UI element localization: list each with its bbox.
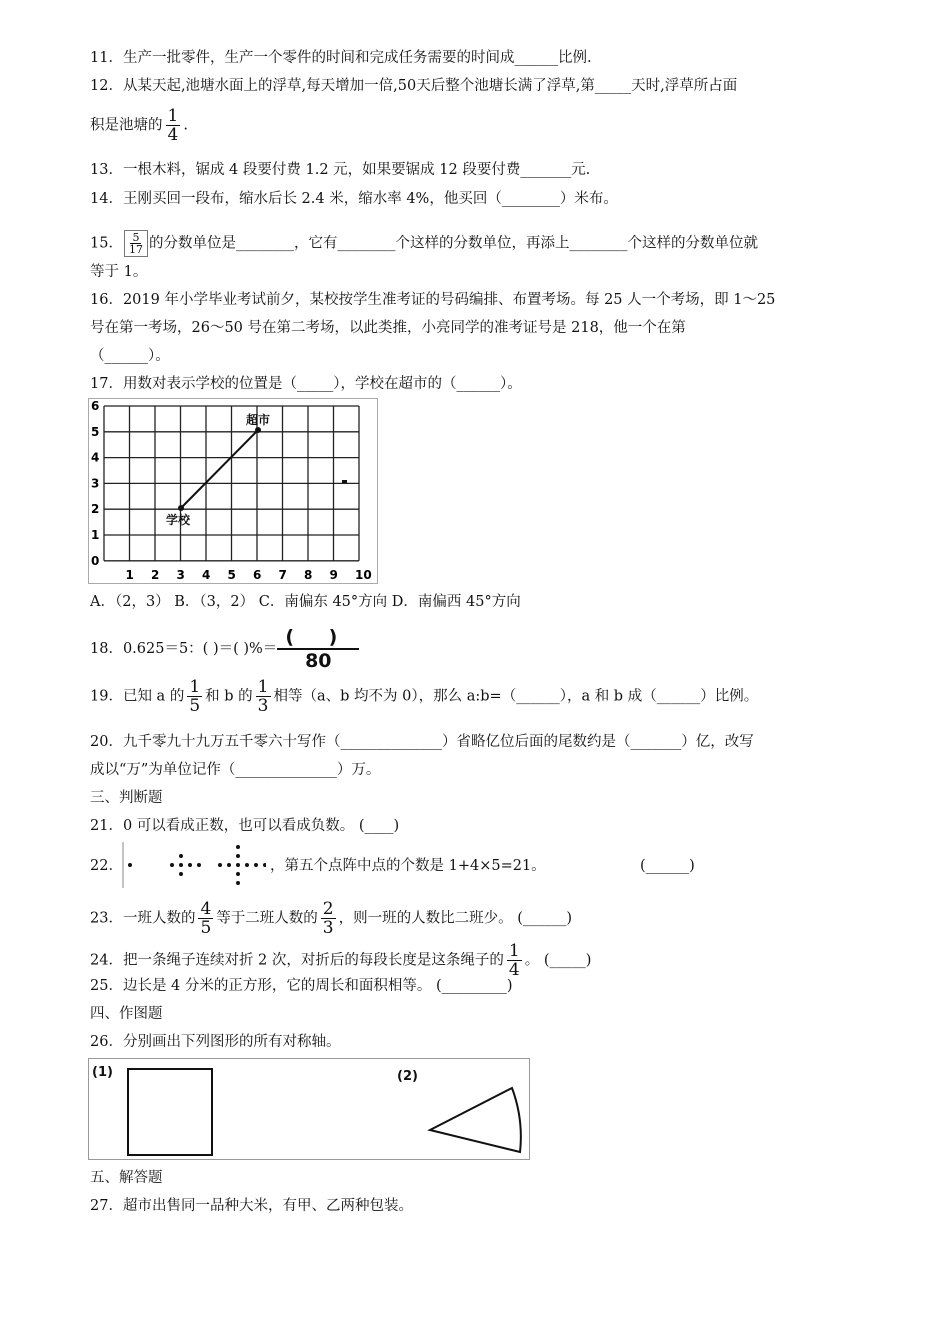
question-27: 27．超市出售同一品种大米，有甲、乙两种包装。 <box>90 1198 413 1214</box>
fraction-1-5: $\frac{1}{5}$ <box>189 677 201 716</box>
question-22: 22． <box>90 858 123 874</box>
fraction-4-5: $\frac{4}{5}$ <box>200 899 212 938</box>
coordinate-grid-figure <box>88 398 378 584</box>
y-tick-label: 2 <box>91 502 100 517</box>
x-tick-label: 3 <box>176 568 185 582</box>
fraction-blank-80: ( ) 80 <box>277 626 359 672</box>
x-tick-label: 5 <box>227 568 236 582</box>
question-12: 12．从某天起,池塘水面上的浮草,每天增加一倍,50天后整个池塘长满了浮草,第_____天时,浮草所占面 <box>90 78 738 94</box>
question-20-cont: 成以“万”为单位记作（______________）万。 <box>90 762 381 778</box>
x-tick-label: 6 <box>253 568 262 582</box>
stray-mark <box>342 480 347 483</box>
fraction-1-3: $\frac{1}{3}$ <box>257 677 269 716</box>
y-tick-label: 3 <box>91 476 100 491</box>
market-label: 超市 <box>246 413 271 427</box>
question-22-text: ，第五个点阵中点的个数是 1+4×5=21。 <box>270 858 546 874</box>
x-tick-label: 1 <box>125 568 134 582</box>
question-15-cont: 等于 1。 <box>90 264 148 280</box>
question-18: 18．0.625＝5：( )＝( )%＝ ( ) 80 <box>90 626 359 672</box>
question-14: 14．王刚买回一段布，缩水后长 2.4 米，缩水率 4%，他买回（________）米布。 <box>90 191 618 207</box>
fraction-2-3: $\frac{2}{3}$ <box>322 899 334 938</box>
question-16: 16．2019 年小学毕业考试前夕，某校按学生准考证的号码编排、布置考场。每 25 人一个考场，即 1～25 <box>90 292 776 308</box>
x-tick-label: 7 <box>278 568 287 582</box>
question-24: 24．把一条绳子连续对折 2 次，对折后的每段长度是这条绳子的 $\frac{1}{4}$ 。 (_____) <box>90 941 592 980</box>
fraction-1-4-b: $\frac{1}{4}$ <box>508 941 520 980</box>
question-13: 13．一根木料，锯成 4 段要付费 1.2 元，如果要锯成 12 段要付费_______元. <box>90 162 591 178</box>
question-16-cont: 号在第一考场，26～50 号在第二考场，以此类推，小亮同学的准考证号是 218，他一个在第 <box>90 320 686 336</box>
x-tick-label: 2 <box>151 568 160 582</box>
question-19: 19．已知 a 的 $\frac{1}{5}$ 和 b 的 $\frac{1}{3}$ 相等（a、b 均不为 0），那么 a:b=（______），a 和 b 成（______）比例。 <box>90 677 759 716</box>
fraction-5-17: $\frac{5}{17}$ <box>124 230 148 257</box>
market-point <box>255 427 261 433</box>
question-11: 11．生产一批零件，生产一个零件的时间和完成任务需要的时间成______比例. <box>90 50 592 66</box>
question-25: 25．边长是 4 分米的正方形，它的周长和面积相等。 (_________) <box>90 978 513 994</box>
y-tick-label: 5 <box>91 424 100 439</box>
shape-1-label: (1) <box>92 1065 113 1080</box>
x-tick-label: 10 <box>355 568 372 582</box>
section-5-heading: 五、解答题 <box>90 1170 163 1186</box>
y-tick-label: 0 <box>91 553 100 568</box>
question-17-options: A．（2，3） B．（3，2） C．南偏东 45°方向 D．南偏西 45°方向 <box>90 594 521 610</box>
school-label: 学校 <box>166 513 191 527</box>
question-22-blank: (______) <box>640 858 695 874</box>
x-tick-label: 4 <box>202 568 211 582</box>
shape-2-label: (2) <box>397 1069 418 1084</box>
question-20: 20．九千零九十九万五千零六十写作（______________）省略亿位后面的尾数约是（_______）亿，改写 <box>90 734 754 750</box>
question-12-cont: 积是池塘的 $\frac{1}{4}$ . <box>90 106 188 145</box>
question-21: 21．0 可以看成正数，也可以看成负数。 (____) <box>90 818 400 834</box>
symmetry-shapes-figure <box>88 1058 530 1160</box>
y-tick-label: 1 <box>91 528 100 542</box>
section-4-heading: 四、作图题 <box>90 1006 163 1022</box>
question-17: 17．用数对表示学校的位置是（_____），学校在超市的（______）。 <box>90 376 522 392</box>
section-3-heading: 三、判断题 <box>90 790 163 806</box>
question-16-blank: （______）。 <box>90 348 170 364</box>
fraction-1-4: $\frac{1}{4}$ <box>167 106 179 145</box>
school-point <box>178 505 184 511</box>
question-15: 15． $\frac{5}{17}$ 的分数单位是________，它有________个这样的分数单位，再添上________个这样的分数单位就 <box>90 231 758 256</box>
dot-pattern-figure <box>122 842 266 888</box>
y-tick-label: 4 <box>91 450 100 465</box>
y-tick-label: 6 <box>91 399 100 413</box>
question-23: 23．一班人数的 $\frac{4}{5}$ 等于二班人数的 $\frac{2}{3}$ ，则一班的人数比二班少。 (______) <box>90 899 573 938</box>
question-26: 26．分别画出下列图形的所有对称轴。 <box>90 1034 341 1050</box>
x-tick-label: 8 <box>304 568 313 582</box>
x-tick-label: 9 <box>329 568 338 582</box>
